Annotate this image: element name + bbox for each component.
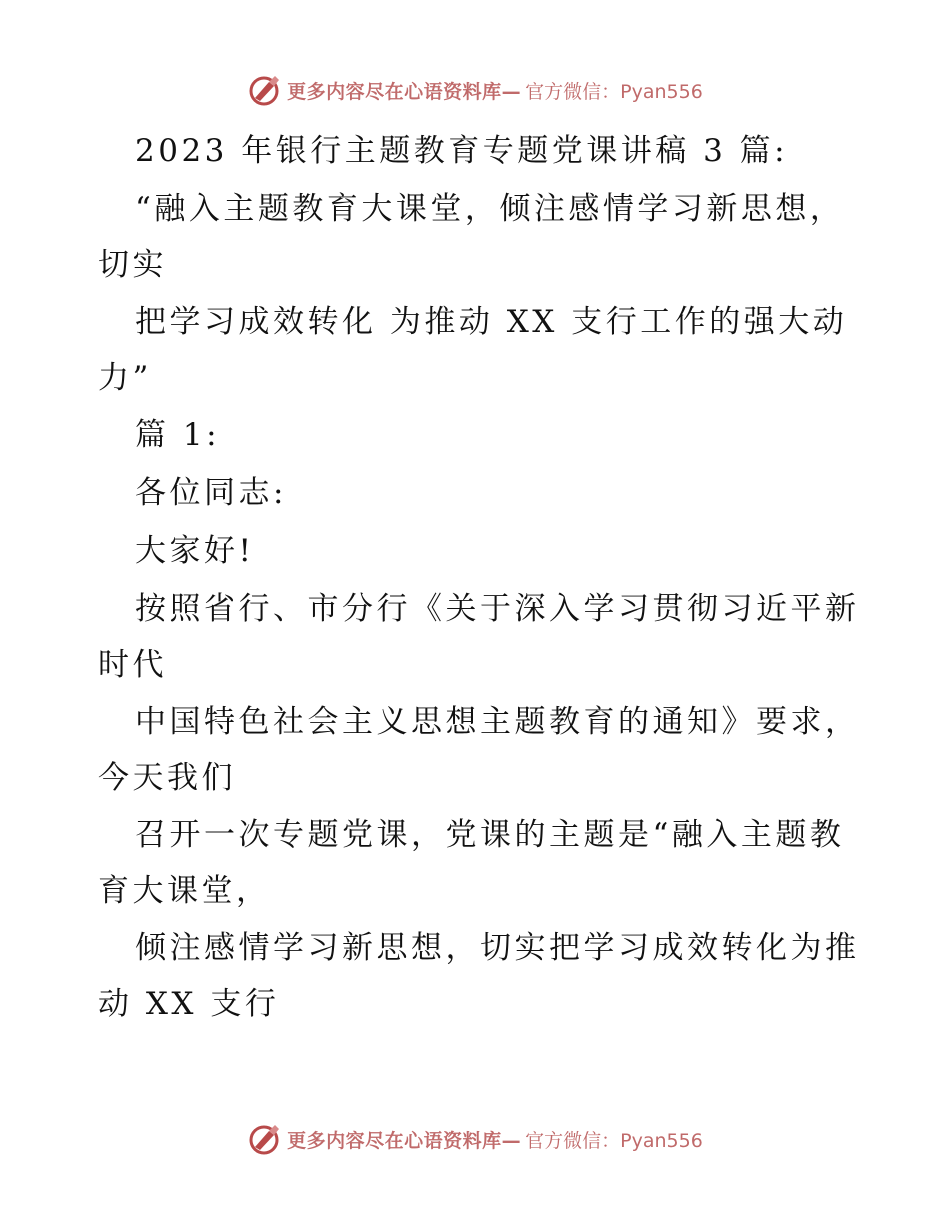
doc-line: 把学习成效转化 为推动 XX 支行工作的强大动 [135, 304, 848, 340]
doc-line: “融入主题教育大课堂，倾注感情学习新思想， [135, 191, 845, 227]
document-body [98, 122, 868, 1032]
doc-line: 时代 [98, 647, 167, 683]
footer-banner [0, 1119, 950, 1159]
header-banner [0, 70, 950, 110]
pen-logo-icon [247, 1121, 283, 1157]
doc-line-title: 2023 年银行主题教育专题党课讲稿 3 篇: [135, 133, 789, 169]
doc-line: 力” [98, 360, 152, 396]
doc-line-salutation: 各位同志: [135, 475, 287, 511]
banner-wechat: 官方微信：Pyan556 [525, 1129, 703, 1152]
doc-line: 育大课堂， [98, 873, 271, 909]
doc-line: 按照省行、市分行《关于深入学习贯彻习近平新 [135, 591, 860, 627]
banner-text: 更多内容尽在心语资料库— [287, 80, 522, 103]
doc-line: 切实 [98, 247, 167, 283]
doc-line: 中国特色社会主义思想主题教育的通知》要求， [135, 704, 860, 740]
doc-line: 今天我们 [98, 760, 236, 796]
pen-logo-icon [247, 72, 283, 108]
doc-line-section: 篇 1: [135, 417, 221, 453]
doc-line: 动 XX 支行 [98, 986, 280, 1022]
banner-wechat: 官方微信：Pyan556 [525, 80, 703, 103]
doc-line: 倾注感情学习新思想，切实把学习成效转化为推 [135, 930, 860, 966]
doc-line-greeting: 大家好! [135, 533, 255, 569]
doc-line: 召开一次专题党课，党课的主题是“融入主题教 [135, 817, 845, 853]
banner-text: 更多内容尽在心语资料库— [287, 1129, 522, 1152]
